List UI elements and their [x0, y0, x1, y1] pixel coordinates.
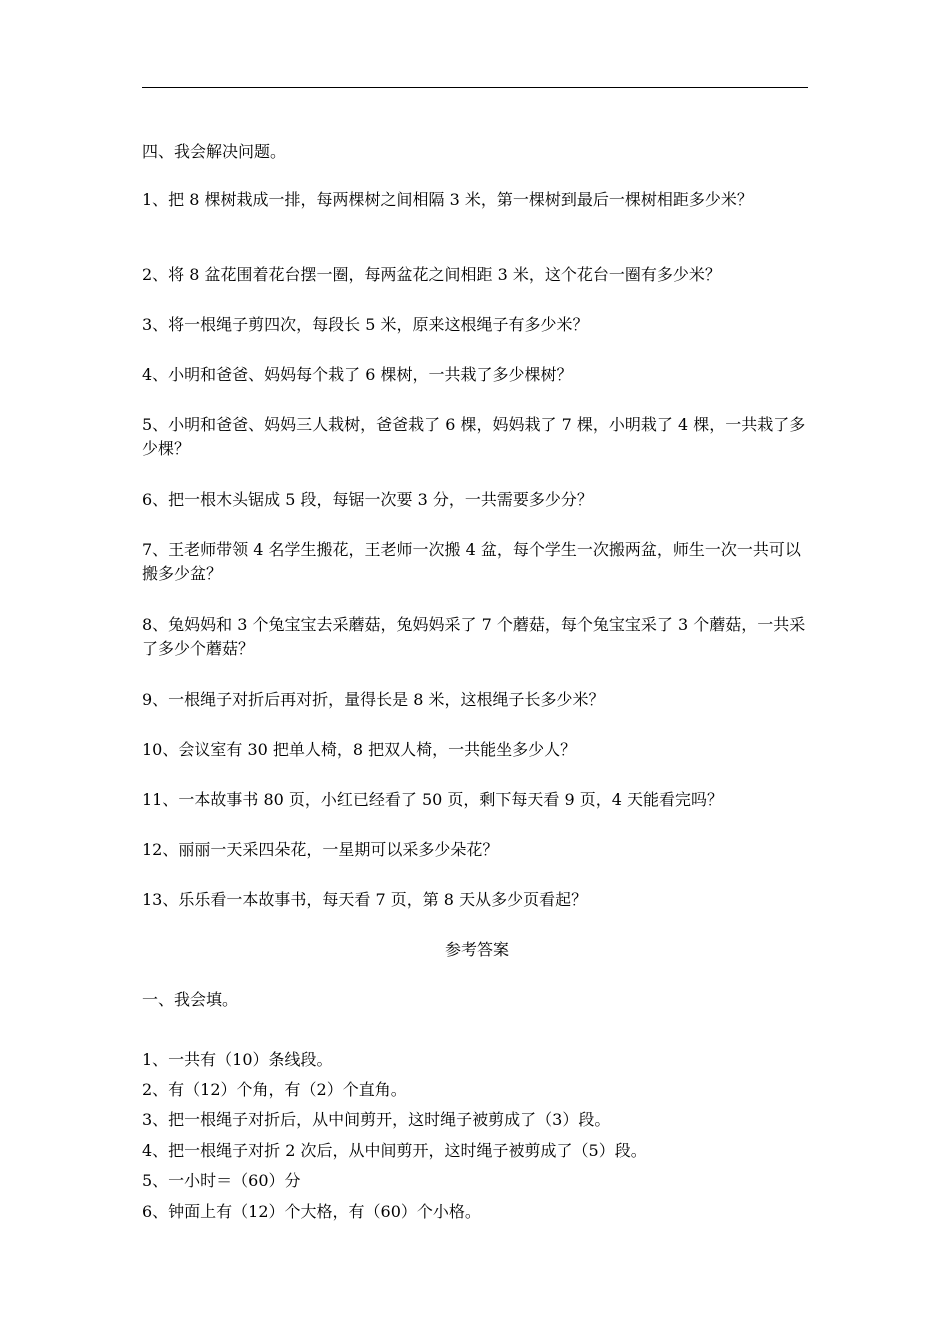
problem-2: 2、将 8 盆花围着花台摆一圈，每两盆花之间相距 3 米，这个花台一圈有多少米？ [142, 265, 721, 284]
answers-section-heading-1: 一、我会填。 [142, 990, 239, 1009]
problem-11: 11、一本故事书 80 页，小红已经看了 50 页，剩下每天看 9 页，4 天能看完吗？ [142, 790, 724, 809]
problem-9: 9、一根绳子对折后再对折，量得长是 8 米，这根绳子长多少米？ [142, 690, 605, 709]
section-heading-4: 四、我会解决问题。 [142, 142, 287, 161]
answer-2: 2、有（12）个角，有（2）个直角。 [142, 1080, 407, 1099]
answer-4: 4、把一根绳子对折 2 次后，从中间剪开，这时绳子被剪成了（5）段。 [142, 1141, 647, 1160]
problem-12: 12、丽丽一天采四朵花，一星期可以采多少朵花？ [142, 840, 499, 859]
answer-6: 6、钟面上有（12）个大格，有（60）个小格。 [142, 1202, 481, 1221]
problem-10: 10、会议室有 30 把单人椅，8 把双人椅，一共能坐多少人？ [142, 740, 577, 759]
problem-6: 6、把一根木头锯成 5 段，每锯一次要 3 分，一共需要多少分？ [142, 490, 593, 509]
problem-5: 5、小明和爸爸、妈妈三人栽树，爸爸栽了 6 棵，妈妈栽了 7 棵，小明栽了 4 棵，一共栽了多少棵？ [142, 415, 806, 458]
answers-title: 参考答案 [444, 940, 509, 959]
problem-13: 13、乐乐看一本故事书，每天看 7 页，第 8 天从多少页看起？ [142, 890, 588, 909]
answer-5: 5、一小时＝（60）分 [142, 1171, 301, 1190]
problem-1: 1、把 8 棵树栽成一排，每两棵树之间相隔 3 米，第一棵树到最后一棵树相距多少米？ [142, 190, 753, 209]
answer-1: 1、一共有（10）条线段。 [142, 1050, 333, 1069]
problem-3: 3、将一根绳子剪四次，每段长 5 米，原来这根绳子有多少米？ [142, 315, 589, 334]
header-rule [142, 87, 808, 88]
problem-4: 4、小明和爸爸、妈妈每个栽了 6 棵树，一共栽了多少棵树？ [142, 365, 573, 384]
problem-8: 8、兔妈妈和 3 个兔宝宝去采蘑菇，兔妈妈采了 7 个蘑菇，每个兔宝宝采了 3 个蘑菇，一共采了多少个蘑菇？ [142, 615, 806, 658]
problem-7: 7、王老师带领 4 名学生搬花，王老师一次搬 4 盆，每个学生一次搬两盆，师生一次一共可以搬多少盆？ [142, 540, 801, 583]
answer-3: 3、把一根绳子对折后，从中间剪开，这时绳子被剪成了（3）段。 [142, 1110, 611, 1129]
